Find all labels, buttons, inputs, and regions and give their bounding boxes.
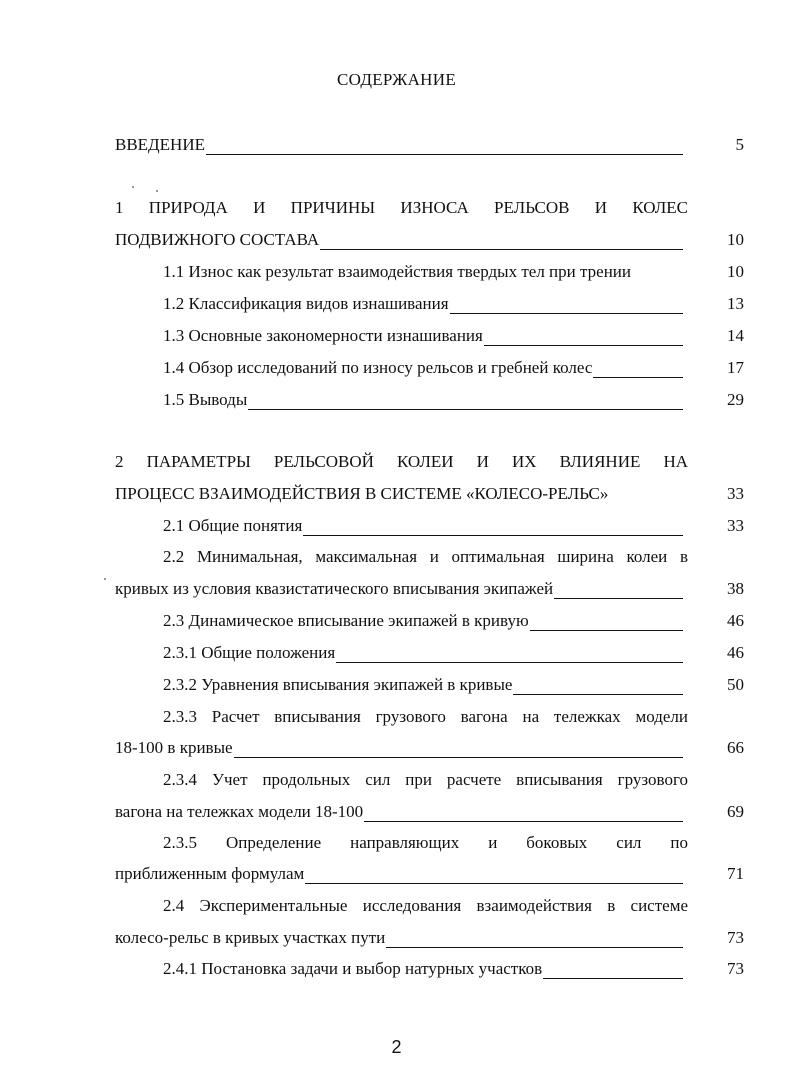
- dot-leader: [450, 297, 683, 314]
- toc-entry-2-4-1: [163, 958, 683, 980]
- dot-leader: [303, 519, 683, 536]
- toc-page-number: 73: [727, 959, 744, 978]
- toc-entry-label: 2.4.1 Постановка задачи и выбор натурных участков: [163, 959, 543, 978]
- toc-chapter-2-title-continued: ПРОЦЕСС ВЗАИМОДЕЙСТВИЯ В СИСТЕМЕ «КОЛЕСО-РЕЛЬС»: [115, 484, 609, 503]
- toc-entry-label: 2.1 Общие понятия: [163, 516, 303, 535]
- toc-entry-2-3: [163, 610, 683, 632]
- toc-entry-label: приближенным формулам: [115, 864, 305, 883]
- dot-leader: [386, 931, 683, 948]
- toc-entry-2-3-3: 2.3.3 Расчет вписывания грузового вагона на тележках модели: [163, 707, 688, 726]
- toc-entry-1-3: [163, 325, 683, 347]
- toc-entry-2-3-5-continued: [115, 863, 683, 885]
- toc-entry-2-3-1: [163, 642, 683, 664]
- dot-leader: [364, 805, 683, 822]
- toc-entry-2-3-3-continued: [115, 737, 683, 759]
- toc-entry-label: 1.4 Обзор исследований по износу рельсов и гребней колес: [163, 358, 593, 377]
- scan-speck: [132, 186, 134, 188]
- toc-page-number: 29: [727, 390, 744, 409]
- toc-entry-label: 1.2 Классификация видов изнашивания: [163, 294, 449, 313]
- toc-entry-label: 2.3.2 Уравнения вписывания экипажей в кривые: [163, 675, 513, 694]
- dot-leader: [484, 329, 683, 346]
- toc-page-number: 50: [727, 675, 744, 694]
- toc-page-number: 38: [727, 579, 744, 598]
- page-title: СОДЕРЖАНИЕ: [336, 70, 457, 89]
- toc-entry-label: 2.3.1 Общие положения: [163, 643, 336, 662]
- toc-page-number: 14: [727, 326, 744, 345]
- toc-page-number: 33: [727, 484, 744, 503]
- dot-leader: [543, 962, 683, 979]
- toc-entry-1-2: [163, 293, 683, 315]
- toc-entry-label: вагона на тележках модели 18-100: [115, 802, 364, 821]
- dot-leader: [320, 233, 683, 250]
- toc-entry-label: 18-100 в кривые: [115, 738, 233, 757]
- toc-entry-2-1: [163, 515, 683, 537]
- toc-page-number: 10: [727, 230, 744, 249]
- toc-entry-2-4: 2.4 Экспериментальные исследования взаимодействия в системе: [163, 896, 688, 915]
- toc-chapter-2-title: 2 ПАРАМЕТРЫ РЕЛЬСОВОЙ КОЛЕИ И ИХ ВЛИЯНИЕ НА: [115, 452, 688, 471]
- toc-entry-2-3-5: 2.3.5 Определение направляющих и боковых сил по: [163, 833, 688, 852]
- toc-entry-label: 1.3 Основные закономерности изнашивания: [163, 326, 483, 345]
- toc-entry-1-4: [163, 357, 683, 379]
- toc-page-number: 46: [727, 611, 744, 630]
- toc-entry-2-3-4: 2.3.4 Учет продольных сил при расчете вписывания грузового: [163, 770, 688, 789]
- toc-entry-1-1: 1.1 Износ как результат взаимодействия твердых тел при трении: [163, 262, 631, 281]
- toc-entry-2-3-4-continued: [115, 801, 683, 823]
- dot-leader: [513, 678, 683, 695]
- toc-page-number: 66: [727, 738, 744, 757]
- toc-page-number: 33: [727, 516, 744, 535]
- toc-chapter-1-title: 1 ПРИРОДА И ПРИЧИНЫ ИЗНОСА РЕЛЬСОВ И КОЛЕС: [115, 198, 688, 217]
- dot-leader: [234, 741, 683, 758]
- toc-page-number: 69: [727, 802, 744, 821]
- toc-entry-2-2-continued: [115, 578, 683, 600]
- dot-leader: [336, 646, 683, 663]
- scan-speck: [104, 578, 106, 580]
- scan-speck: [156, 190, 158, 192]
- page-number: 2: [391, 1037, 402, 1057]
- toc-entry-1-5: [163, 389, 683, 411]
- toc-entry-introduction: [115, 134, 683, 156]
- dot-leader: [248, 393, 683, 410]
- toc-entry-2-4-continued: [115, 927, 683, 949]
- toc-page-number: 5: [735, 135, 744, 154]
- toc-page-number: 71: [727, 864, 744, 883]
- toc-entry-label: 2.3 Динамическое вписывание экипажей в кривую: [163, 611, 529, 630]
- dot-leader: [530, 614, 683, 631]
- toc-entry-2-3-2: [163, 674, 683, 696]
- toc-entry-label: ПОДВИЖНОГО СОСТАВА: [115, 230, 320, 249]
- dot-leader: [206, 138, 683, 155]
- toc-entry-label: ВВЕДЕНИЕ: [115, 135, 205, 154]
- dot-leader: [554, 582, 683, 599]
- toc-page-number: 73: [727, 928, 744, 947]
- dot-leader: [305, 867, 683, 884]
- toc-page-number: 17: [727, 358, 744, 377]
- toc-page-number: 13: [727, 294, 744, 313]
- toc-entry-label: кривых из условия квазистатического вписывания экипажей: [115, 579, 554, 598]
- toc-page-number: 46: [727, 643, 744, 662]
- toc-chapter-1-title-continued: [115, 229, 683, 251]
- toc-entry-2-2: 2.2 Минимальная, максимальная и оптимальная ширина колеи в: [163, 547, 688, 566]
- toc-page-number: 10: [727, 262, 744, 281]
- toc-entry-label: 1.5 Выводы: [163, 390, 248, 409]
- toc-entry-label: колесо-рельс в кривых участках пути: [115, 928, 386, 947]
- dot-leader: [593, 361, 683, 378]
